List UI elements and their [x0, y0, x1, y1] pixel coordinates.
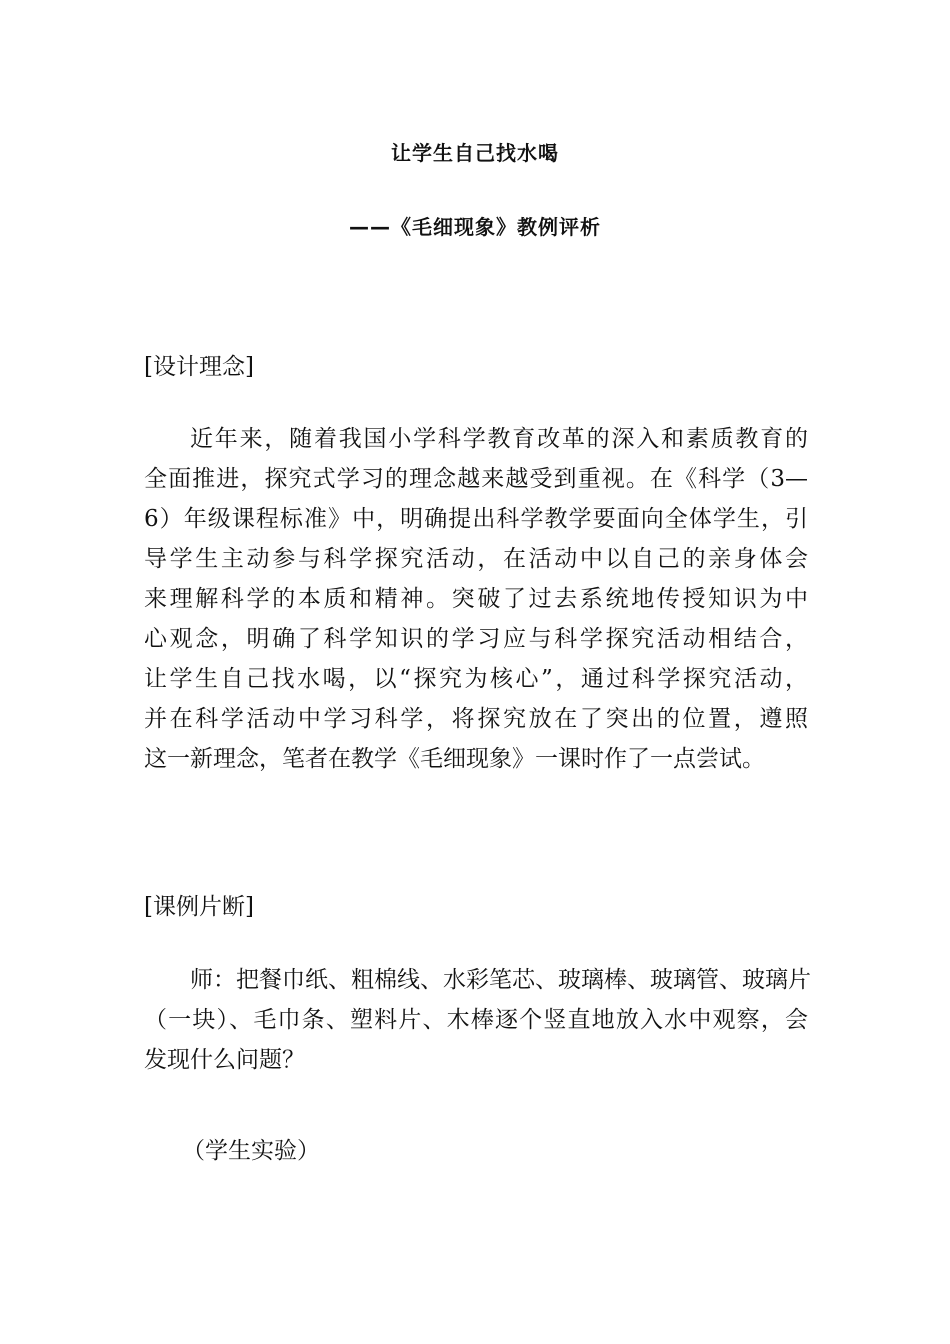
document-subtitle: ——《毛细现象》教例评析: [349, 215, 601, 239]
paragraph-design: [144, 419, 808, 779]
section-heading-design: [设计理念]: [144, 354, 254, 380]
paragraph-line: 并在科学活动中学习科学，将探究放在了突出的位置，遵照: [144, 706, 808, 732]
paragraph-line: 近年来，随着我国小学科学教育改革的深入和素质教育的: [190, 426, 808, 452]
paragraph-line: 6）年级课程标准》中，明确提出科学教学要面向全体学生，引: [144, 506, 808, 532]
paragraph-line: 全面推进，探究式学习的理念越来越受到重视。在《科学（3—: [144, 466, 808, 492]
paragraph-excerpt: [144, 960, 811, 1080]
student-experiment-note: （学生实验）: [182, 1138, 320, 1164]
paragraph-line: 心观念，明确了科学知识的学习应与科学探究活动相结合，: [144, 626, 808, 652]
document-title: 让学生自己找水喝: [391, 141, 559, 165]
paragraph-line: 来理解科学的本质和精神。突破了过去系统地传授知识为中: [144, 586, 808, 612]
paragraph-line: 导学生主动参与科学探究活动，在活动中以自己的亲身体会: [144, 546, 808, 572]
paragraph-line: （一块）、毛巾条、塑料片、木棒逐个竖直地放入水中观察，会: [144, 1007, 808, 1033]
paragraph-line: 让学生自己找水喝，以“探究为核心”，通过科学探究活动，: [144, 666, 808, 692]
paragraph-line: 师：把餐巾纸、粗棉线、水彩笔芯、玻璃棒、玻璃管、玻璃片: [190, 967, 811, 993]
paragraph-line: 发现什么问题？: [144, 1047, 305, 1073]
section-heading-excerpt: [课例片断]: [144, 894, 254, 920]
paragraph-line: 这一新理念，笔者在教学《毛细现象》一课时作了一点尝试。: [144, 746, 765, 772]
